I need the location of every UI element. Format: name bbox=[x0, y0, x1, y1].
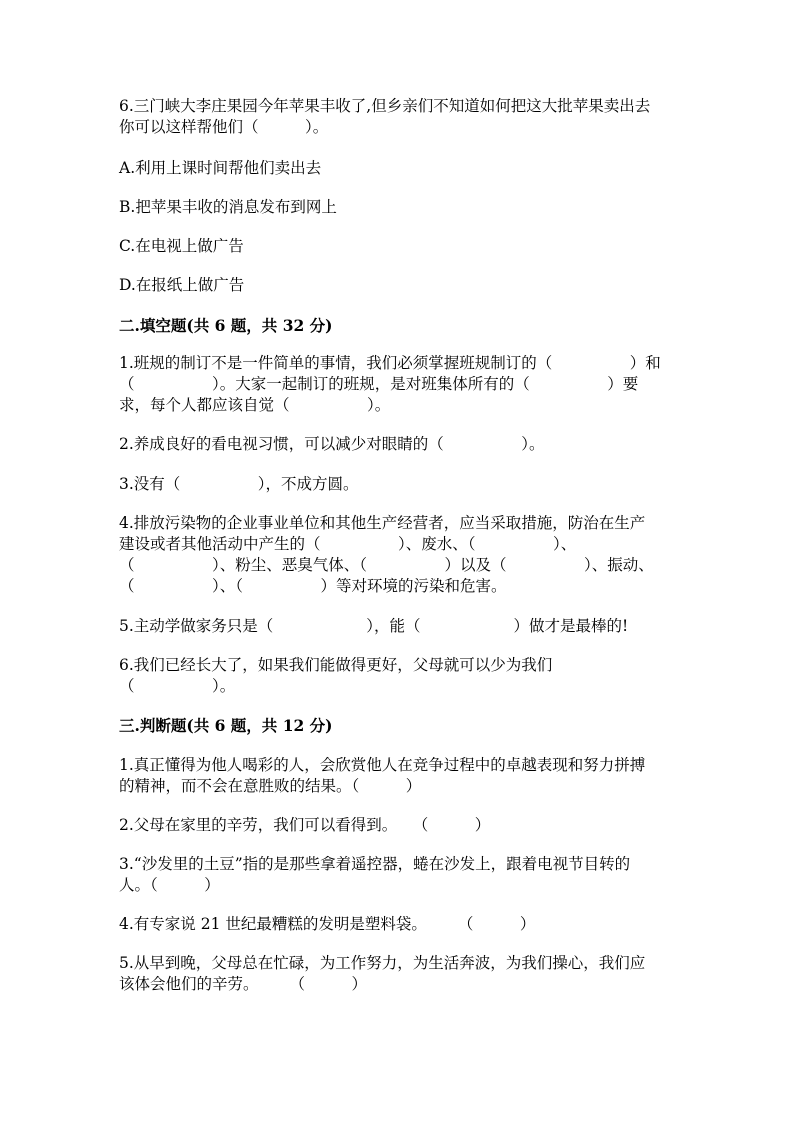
question-text-line: （ ）、（ ）等对环境的污染和危害。 bbox=[119, 577, 507, 595]
section-heading-true-false: 三.判断题(共 6 题，共 12 分) bbox=[119, 716, 333, 735]
option-text: A.利用上课时间帮他们卖出去 bbox=[119, 159, 322, 177]
question-text-line: 2.父母在家里的辛劳，我们可以看得到。 （ ） bbox=[119, 816, 491, 834]
question-text-line: 6.我们已经长大了，如果我们能做得更好，父母就可以少为我们 bbox=[119, 656, 553, 674]
choice-question-6 bbox=[119, 96, 679, 138]
option-c bbox=[119, 236, 679, 257]
question-text-line: 5.主动学做家务只是（ ），能（ ）做才是最棒的! bbox=[119, 617, 629, 635]
question-text-line: （ ）、粉尘、恶臭气体、（ ）以及（ ）、振动、 bbox=[119, 556, 654, 574]
option-a bbox=[119, 158, 679, 179]
option-text: B.把苹果丰收的消息发布到网上 bbox=[119, 198, 337, 216]
fill-question-3 bbox=[119, 474, 679, 495]
fill-question-6 bbox=[119, 655, 679, 697]
question-text-line: 2.养成良好的看电视习惯，可以减少对眼睛的（ ）。 bbox=[119, 435, 545, 453]
question-text-line: （ ）。 bbox=[119, 677, 236, 695]
fill-question-2 bbox=[119, 434, 679, 455]
option-text: D.在报纸上做广告 bbox=[119, 276, 245, 294]
question-text-line: 3.“沙发里的土豆”指的是那些拿着遥控器，蜷在沙发上，跟着电视节目转的 bbox=[119, 855, 631, 873]
question-text-line: 6.三门峡大李庄果园今年苹果丰收了,但乡亲们不知道如何把这大批苹果卖出去 bbox=[119, 97, 651, 115]
judge-question-1 bbox=[119, 755, 679, 797]
fill-question-1 bbox=[119, 353, 679, 416]
judge-question-4 bbox=[119, 914, 679, 935]
option-b bbox=[119, 197, 679, 218]
question-text-line: （ ）。大家一起制订的班规，是对班集体所有的（ ）要 bbox=[119, 375, 639, 393]
judge-question-3 bbox=[119, 854, 679, 896]
fill-question-5 bbox=[119, 616, 679, 637]
judge-question-2 bbox=[119, 815, 679, 836]
question-text-line: 的精神，而不会在意胜败的结果。（ ） bbox=[119, 777, 422, 795]
question-text-line: 1.班规的制订不是一件简单的事情，我们必须掌握班规制订的（ ）和 bbox=[119, 354, 661, 372]
question-text-line: 你可以这样帮他们（ ）。 bbox=[119, 118, 329, 136]
question-text-line: 5.从早到晚，父母总在忙碌，为工作努力，为生活奔波，为我们操心，我们应 bbox=[119, 954, 646, 972]
fill-question-4 bbox=[119, 513, 679, 597]
option-text: C.在电视上做广告 bbox=[119, 237, 244, 255]
question-text-line: 3.没有（ ），不成方圆。 bbox=[119, 475, 359, 493]
question-text-line: 人。（ ） bbox=[119, 876, 220, 894]
question-text-line: 该体会他们的辛劳。 （ ） bbox=[119, 975, 368, 993]
question-text-line: 建设或者其他活动中产生的（ ）、废水、（ ）、 bbox=[119, 535, 577, 553]
judge-question-5 bbox=[119, 953, 679, 995]
question-text-line: 1.真正懂得为他人喝彩的人，会欣赏他人在竞争过程中的卓越表现和努力拼搏 bbox=[119, 756, 646, 774]
section-heading-fill-blank: 二.填空题(共 6 题，共 32 分) bbox=[119, 316, 333, 335]
question-text-line: 4.排放污染物的企业事业单位和其他生产经营者，应当采取措施，防治在生产 bbox=[119, 514, 646, 532]
option-d bbox=[119, 275, 679, 296]
question-text-line: 求，每个人都应该自觉（ ）。 bbox=[119, 396, 391, 414]
question-text-line: 4.有专家说 21 世纪最糟糕的发明是塑料袋。 （ ） bbox=[119, 915, 536, 933]
